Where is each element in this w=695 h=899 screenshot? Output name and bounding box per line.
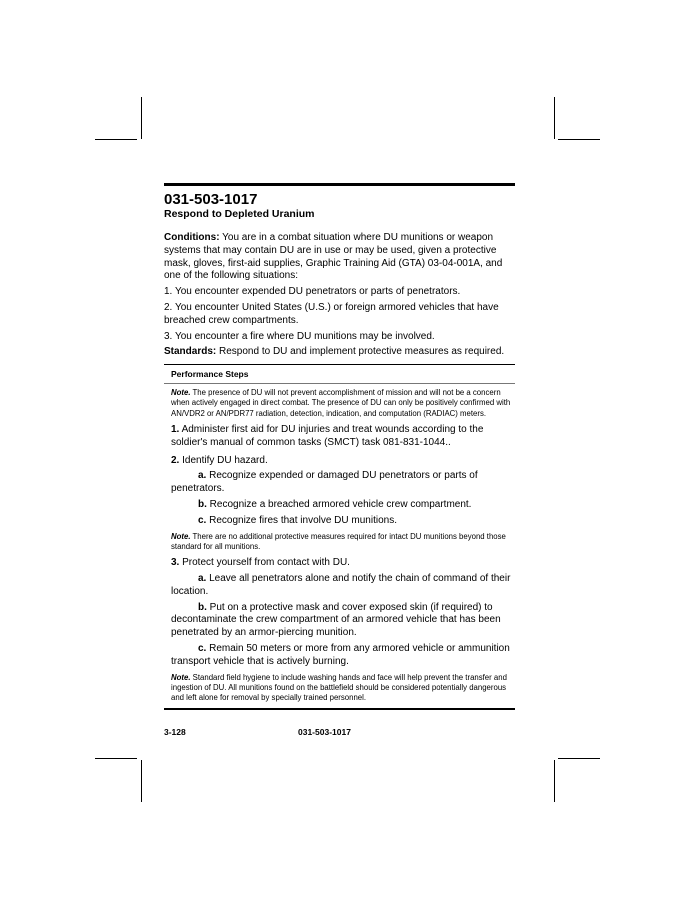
condition-item: 2. You encounter United States (U.S.) or foreign armored vehicles that have breached crew compartments.: [164, 301, 499, 326]
condition-item: 3. You encounter a fire where DU munitions may be involved.: [164, 330, 435, 342]
crop-mark: [95, 758, 137, 759]
task-page: [164, 183, 515, 710]
crop-mark: [558, 139, 600, 140]
substep-text: Recognize a breached armored vehicle crew compartment.: [206, 499, 472, 511]
conditions-label: Conditions:: [164, 232, 220, 243]
note-text: There are no additional protective measures required for intact DU munitions beyond those standard for all munitions.: [171, 531, 506, 551]
task-title: Respond to Depleted Uranium: [164, 208, 315, 220]
conditions-paragraph: [164, 232, 515, 283]
note-text: The presence of DU will not prevent accomplishment of mission and will not be a concern when actively engaged in direct combat. The presence of DU can only be positively confirmed with AN/VDR2 or AN/PDR77 radiation, detection, indication, and computation (RADIAC) meters.: [171, 388, 511, 418]
divider: [164, 383, 515, 384]
note-text: Standard field hygiene to include washing hands and face will help prevent the transfer and ingestion of DU. All munitions found on the battlefield should be considered potentially dangerous and left alone for removal by specially trained personnel.: [171, 672, 507, 703]
step-text: Administer first aid for DU injuries and treat wounds according to the soldier's manual of common tasks (SMCT) task 081-831-1044..: [171, 424, 484, 448]
performance-steps-header: Performance Steps: [171, 369, 249, 380]
standards-text: Respond to DU and implement protective measures as required.: [216, 346, 505, 358]
note-label: Note.: [171, 388, 191, 398]
substep-letter: c.: [198, 643, 207, 655]
crop-mark: [95, 139, 137, 140]
condition-item: 1. You encounter expended DU penetrators or parts of penetrators.: [164, 286, 461, 298]
note-label: Note.: [171, 531, 191, 541]
step-2: [171, 455, 515, 468]
note-label: Note.: [171, 672, 191, 682]
substep-text: Remain 50 meters or more from any armored vehicle or ammunition transport vehicle that is actively burning.: [171, 643, 510, 667]
substep-letter: b.: [198, 601, 207, 613]
step-number: 3.: [171, 557, 180, 569]
substep: [171, 643, 515, 669]
standards-label: Standards:: [164, 346, 217, 358]
step-number: 2.: [171, 454, 180, 466]
step-3: [171, 557, 515, 570]
page-number: 3-128: [164, 727, 186, 737]
crop-mark: [141, 760, 142, 802]
substep-letter: b.: [198, 499, 207, 511]
crop-mark: [554, 760, 555, 802]
step-1: [171, 424, 515, 450]
substep: [171, 573, 515, 599]
step-text: Protect yourself from contact with DU.: [179, 557, 350, 569]
note: [171, 388, 515, 419]
crop-mark: [554, 97, 555, 139]
performance-steps: [164, 388, 515, 703]
substep-text: Recognize fires that involve DU munitions.: [206, 514, 397, 526]
task-number: 031-503-1017: [164, 191, 258, 208]
substep: [171, 470, 515, 496]
substep: [171, 515, 515, 528]
footer-task-number: 031-503-1017: [298, 727, 351, 737]
note: [171, 532, 515, 553]
step-number: 1.: [171, 424, 180, 436]
substep-letter: c.: [198, 514, 207, 526]
crop-mark: [558, 758, 600, 759]
standards-paragraph: [164, 346, 515, 359]
note: [171, 673, 515, 704]
substep: [171, 499, 515, 512]
crop-mark: [141, 97, 142, 139]
substep-text: Put on a protective mask and cover exposed skin (if required) to decontaminate the crew compartment of an armored vehicle that has been penetrated by an armor-piercing munition.: [171, 601, 501, 639]
substep-text: Recognize expended or damaged DU penetrators or parts of penetrators.: [171, 470, 478, 495]
substep-letter: a.: [198, 470, 207, 482]
top-rule: [164, 183, 515, 186]
substep-letter: a.: [198, 573, 207, 585]
conditions-text: You are in a combat situation where DU munitions or weapon systems that may contain DU are in use or may be used, given a protective mask, gloves, first-aid supplies, Graphic Training Aid (GTA) 03-04-001A, and one of the following situations:: [164, 232, 503, 282]
bottom-rule: [164, 708, 515, 710]
step-text: Identify DU hazard.: [179, 454, 268, 466]
substep: [171, 602, 515, 640]
substep-text: Leave all penetrators alone and notify the chain of command of their location.: [171, 573, 511, 597]
